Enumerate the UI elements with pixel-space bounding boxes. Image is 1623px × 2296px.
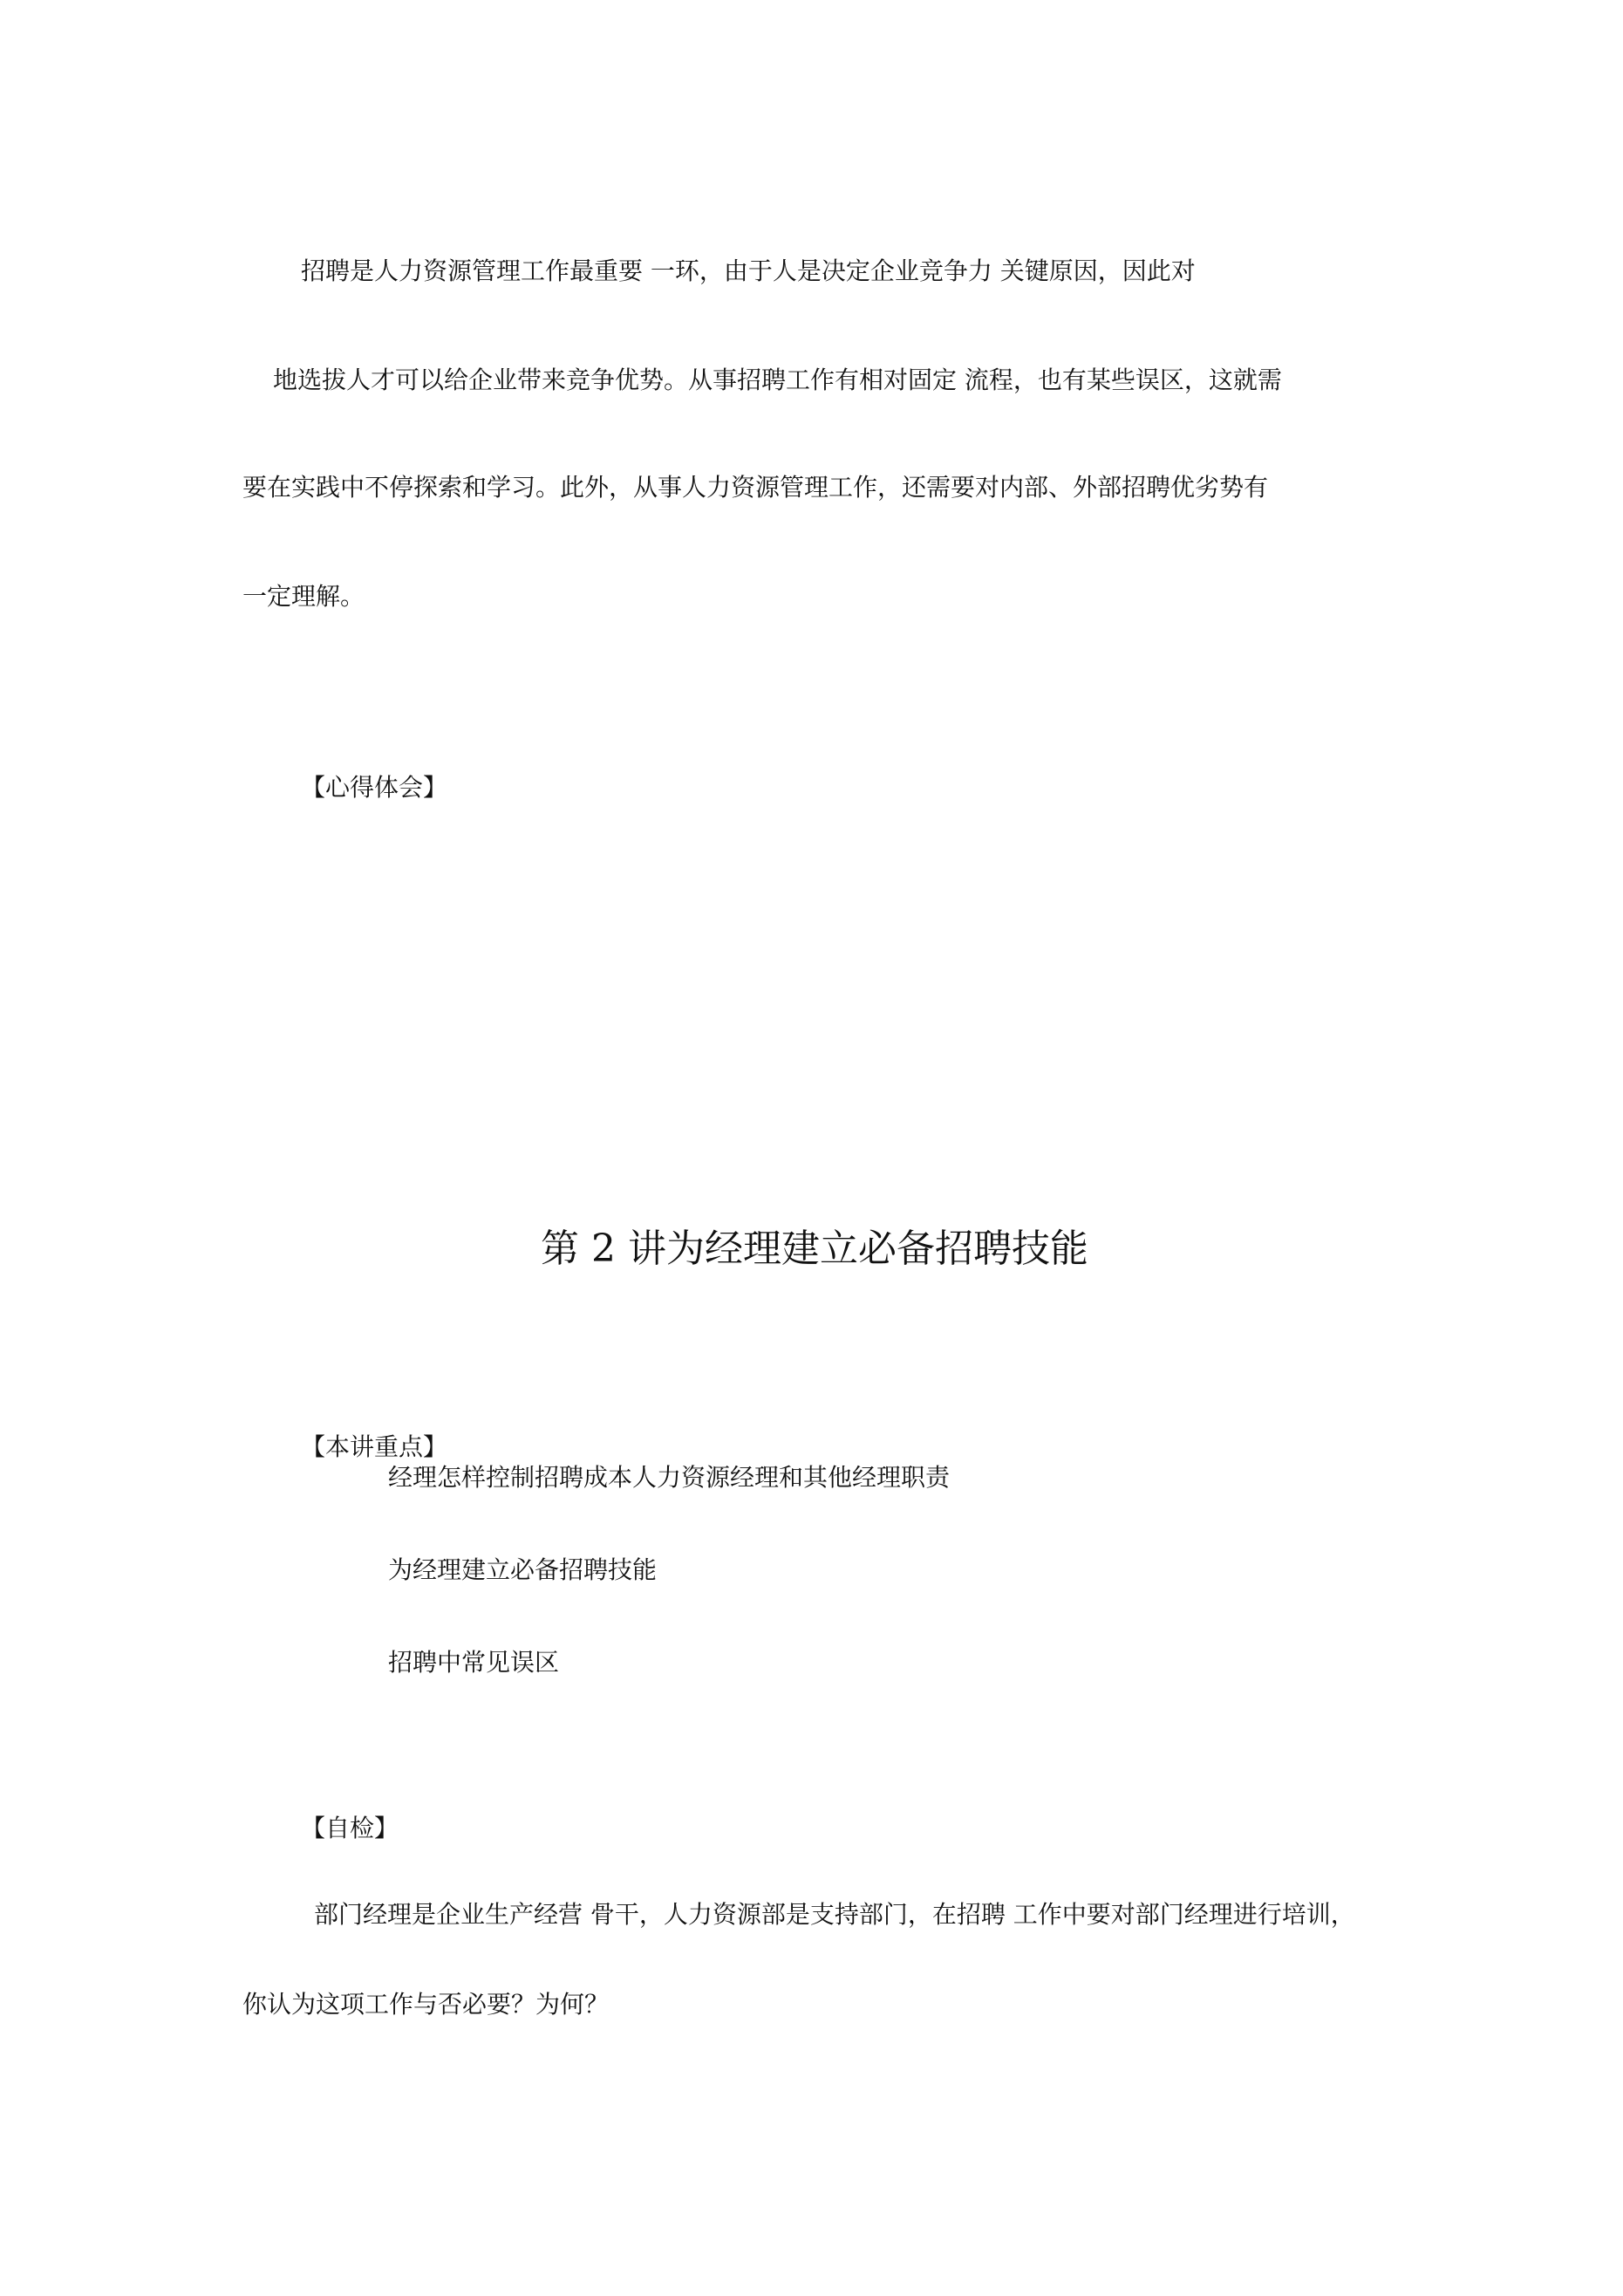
key-points-label: 【本讲重点】 (301, 1432, 448, 1461)
intro-line-1: 招聘是人力资源管理工作最重要 一环，由于人是决定企业竞争力 关键原因，因此对 (301, 256, 1196, 285)
intro-line-2: 地选拔人才可以给企业带来竞争优势。从事招聘工作有相对固定 流程，也有某些误区，这就需 (273, 366, 1282, 394)
intro-line-4: 一定理解。 (242, 582, 365, 611)
intro-line-3: 要在实践中不停探索和学习。此外，从事人力资源管理工作，还需要对内部、外部招聘优劣势有 (242, 473, 1269, 502)
key-point-item: 经理怎样控制招聘成本人力资源经理和其他经理职责 (388, 1463, 951, 1492)
key-point-item: 为经理建立必备招聘技能 (388, 1555, 658, 1584)
key-point-item: 招聘中常见误区 (388, 1648, 560, 1677)
lecture-title: 第 2 讲为经理建立必备招聘技能 (541, 1227, 1088, 1271)
self-check-line-2: 你认为这项工作与否必要？为何？ (242, 1990, 610, 2019)
reflection-label: 【心得体会】 (301, 773, 448, 802)
self-check-label: 【自检】 (301, 1814, 399, 1842)
self-check-line-1: 部门经理是企业生产经营 骨干，人力资源部是支持部门，在招聘 工作中要对部门经理进行培训， (314, 1900, 1355, 1929)
